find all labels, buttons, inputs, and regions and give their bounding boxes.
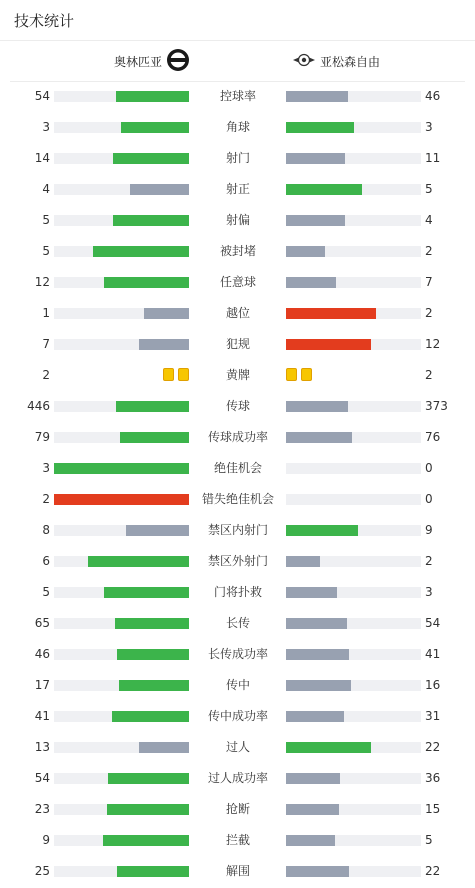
stat-label: 传中	[225, 678, 250, 692]
away-bar-track	[286, 680, 421, 691]
away-value: 2	[425, 368, 433, 382]
stat-label: 拦截	[225, 833, 250, 847]
stat-row	[0, 639, 475, 670]
home-bar-fill	[108, 773, 189, 784]
away-bar-track	[286, 91, 421, 102]
stat-row	[0, 143, 475, 174]
away-bar-track	[286, 804, 421, 815]
away-bar-fill	[286, 401, 348, 412]
away-bar-fill	[286, 649, 349, 660]
home-bar-track	[54, 835, 189, 846]
away-bar-fill	[286, 804, 339, 815]
away-value: 11	[425, 151, 441, 165]
stat-label: 射正	[225, 182, 250, 196]
stat-row	[0, 577, 475, 608]
away-bar-fill	[286, 122, 354, 133]
home-bar-fill	[139, 742, 189, 753]
away-bar-fill	[286, 680, 351, 691]
home-value: 25	[34, 864, 50, 878]
away-bar-track	[286, 463, 421, 474]
stat-row	[0, 329, 475, 360]
home-bar-fill	[93, 246, 189, 257]
stat-row	[0, 174, 475, 205]
home-bar-track	[54, 432, 189, 443]
away-bar-track	[286, 339, 421, 350]
away-bar-track	[286, 773, 421, 784]
away-team-name: 亚松森自由	[320, 54, 381, 69]
stat-row	[0, 205, 475, 236]
home-team-crest-icon	[166, 48, 190, 75]
stat-label: 门将扑救	[213, 585, 262, 599]
home-bar-fill	[113, 215, 189, 226]
away-bar-fill	[286, 618, 347, 629]
home-bar-fill	[119, 680, 189, 691]
stat-label: 绝佳机会	[213, 461, 262, 475]
away-bar-fill	[286, 866, 349, 877]
home-bar-fill	[130, 184, 189, 195]
home-yellow-cards	[163, 368, 189, 381]
away-bar-fill	[286, 91, 348, 102]
away-bar-fill	[286, 277, 336, 288]
stat-row	[0, 112, 475, 143]
stat-label: 长传成功率	[207, 647, 268, 661]
home-value: 5	[42, 213, 50, 227]
away-value: 36	[425, 771, 441, 785]
home-value: 14	[34, 151, 50, 165]
home-value: 65	[34, 616, 50, 630]
home-bar-track	[54, 556, 189, 567]
away-bar-track	[286, 494, 421, 505]
away-value: 2	[425, 306, 433, 320]
away-bar-track	[286, 556, 421, 567]
home-bar-fill	[144, 308, 189, 319]
stat-label: 任意球	[219, 275, 256, 289]
away-value: 46	[425, 89, 441, 103]
home-value: 46	[34, 647, 50, 661]
home-bar-track	[54, 804, 189, 815]
yellow-card-icon	[178, 368, 189, 381]
stat-row	[0, 267, 475, 298]
away-bar-track	[286, 184, 421, 195]
home-value: 23	[34, 802, 50, 816]
stat-row	[0, 484, 475, 515]
home-bar-track	[54, 618, 189, 629]
stat-label: 传球	[225, 399, 250, 413]
home-value: 3	[42, 120, 50, 134]
stat-label: 越位	[225, 306, 250, 320]
home-bar-track	[54, 711, 189, 722]
home-value: 41	[34, 709, 50, 723]
away-value: 0	[425, 461, 433, 475]
away-value: 5	[425, 182, 433, 196]
away-bar-fill	[286, 525, 358, 536]
away-bar-track	[286, 153, 421, 164]
home-bar-fill	[104, 587, 189, 598]
home-bar-fill	[54, 494, 189, 505]
home-value: 5	[42, 585, 50, 599]
away-value: 0	[425, 492, 433, 506]
away-bar-fill	[286, 308, 376, 319]
stat-label: 解围	[225, 864, 250, 878]
yellow-card-icon	[163, 368, 174, 381]
away-value: 3	[425, 120, 433, 134]
away-bar-fill	[286, 711, 344, 722]
home-bar-track	[54, 308, 189, 319]
home-bar-fill	[54, 463, 189, 474]
home-bar-fill	[116, 91, 189, 102]
away-yellow-cards	[286, 368, 312, 381]
stat-label: 过人成功率	[207, 771, 268, 785]
home-value: 13	[34, 740, 50, 754]
stat-label: 禁区内射门	[207, 523, 268, 537]
home-bar-track	[54, 122, 189, 133]
home-bar-fill	[117, 649, 189, 660]
away-bar-track	[286, 308, 421, 319]
home-bar-track	[54, 153, 189, 164]
home-value: 6	[42, 554, 50, 568]
home-bar-fill	[88, 556, 189, 567]
stat-label: 错失绝佳机会	[201, 492, 274, 506]
home-value: 2	[42, 368, 50, 382]
home-team[interactable]	[114, 48, 190, 74]
home-bar-track	[54, 91, 189, 102]
away-value: 9	[425, 523, 433, 537]
away-bar-fill	[286, 835, 335, 846]
away-bar-fill	[286, 184, 362, 195]
away-value: 15	[425, 802, 441, 816]
stat-row	[0, 453, 475, 484]
home-value: 12	[34, 275, 50, 289]
home-bar-fill	[107, 804, 189, 815]
home-value: 17	[34, 678, 50, 692]
away-bar-track	[286, 866, 421, 877]
home-bar-fill	[104, 277, 189, 288]
away-bar-fill	[286, 773, 340, 784]
header-divider	[0, 40, 475, 41]
home-bar-track	[54, 866, 189, 877]
away-bar-track	[286, 649, 421, 660]
stat-row	[0, 236, 475, 267]
away-bar-track	[286, 432, 421, 443]
home-bar-track	[54, 587, 189, 598]
away-value: 12	[425, 337, 441, 351]
home-bar-track	[54, 277, 189, 288]
away-bar-track	[286, 742, 421, 753]
yellow-card-icon	[286, 368, 297, 381]
home-bar-track	[54, 246, 189, 257]
away-bar-track	[286, 835, 421, 846]
yellow-card-icon	[301, 368, 312, 381]
stat-label: 传中成功率	[207, 709, 268, 723]
home-bar-fill	[120, 432, 189, 443]
stat-label: 过人	[225, 740, 250, 754]
away-value: 22	[425, 864, 441, 878]
home-value: 446	[27, 399, 50, 413]
stat-label: 长传	[225, 616, 250, 630]
stat-row	[0, 515, 475, 546]
away-bar-fill	[286, 432, 352, 443]
home-bar-track	[54, 649, 189, 660]
away-value: 373	[425, 399, 448, 413]
stat-row	[0, 763, 475, 794]
away-team[interactable]	[292, 48, 380, 74]
away-value: 7	[425, 275, 433, 289]
stat-row	[0, 701, 475, 732]
away-bar-track	[286, 215, 421, 226]
away-bar-track	[286, 246, 421, 257]
home-team-name: 奥林匹亚	[113, 54, 162, 69]
home-value: 54	[34, 89, 50, 103]
away-bar-track	[286, 277, 421, 288]
teams-header	[0, 48, 475, 74]
home-bar-track	[54, 215, 189, 226]
stat-row	[0, 856, 475, 887]
stat-row	[0, 298, 475, 329]
away-bar-fill	[286, 556, 320, 567]
stat-row	[0, 422, 475, 453]
home-bar-track	[54, 680, 189, 691]
stats-list	[0, 81, 475, 887]
away-value: 41	[425, 647, 441, 661]
home-bar-fill	[126, 525, 189, 536]
away-bar-track	[286, 711, 421, 722]
away-value: 31	[425, 709, 441, 723]
away-value: 22	[425, 740, 441, 754]
stat-row	[0, 546, 475, 577]
home-bar-track	[54, 184, 189, 195]
away-bar-fill	[286, 215, 345, 226]
away-bar-fill	[286, 153, 345, 164]
away-value: 76	[425, 430, 441, 444]
stat-label: 射门	[225, 151, 250, 165]
stat-row	[0, 825, 475, 856]
stat-label: 黄牌	[225, 368, 250, 382]
home-value: 2	[42, 492, 50, 506]
away-team-crest-icon	[292, 52, 316, 71]
home-bar-fill	[113, 153, 189, 164]
home-value: 4	[42, 182, 50, 196]
away-bar-fill	[286, 339, 371, 350]
stat-label: 被封堵	[219, 244, 256, 258]
home-bar-fill	[139, 339, 189, 350]
away-bar-fill	[286, 587, 337, 598]
home-bar-fill	[115, 618, 189, 629]
home-bar-track	[54, 773, 189, 784]
stat-row	[0, 670, 475, 701]
home-value: 7	[42, 337, 50, 351]
away-bar-track	[286, 525, 421, 536]
away-bar-fill	[286, 742, 371, 753]
home-bar-track	[54, 525, 189, 536]
page-title: 技术统计	[14, 12, 75, 30]
home-bar-track	[54, 339, 189, 350]
home-value: 54	[34, 771, 50, 785]
away-value: 4	[425, 213, 433, 227]
home-bar-track	[54, 401, 189, 412]
home-bar-fill	[116, 401, 189, 412]
stat-label: 犯规	[225, 337, 250, 351]
away-bar-track	[286, 618, 421, 629]
away-value: 16	[425, 678, 441, 692]
home-bar-track	[54, 742, 189, 753]
stat-row	[0, 608, 475, 639]
home-bar-fill	[112, 711, 189, 722]
home-bar-fill	[121, 122, 189, 133]
home-value: 9	[42, 833, 50, 847]
away-value: 54	[425, 616, 441, 630]
home-value: 1	[42, 306, 50, 320]
home-bar-fill	[117, 866, 189, 877]
away-bar-track	[286, 587, 421, 598]
stat-row	[0, 732, 475, 763]
away-bar-track	[286, 401, 421, 412]
stat-row	[0, 794, 475, 825]
stat-label: 传球成功率	[207, 430, 268, 444]
away-value: 2	[425, 554, 433, 568]
stat-row	[0, 81, 475, 112]
stat-label: 控球率	[219, 89, 256, 103]
stat-row	[0, 360, 475, 391]
home-bar-fill	[103, 835, 189, 846]
home-value: 5	[42, 244, 50, 258]
stat-row	[0, 391, 475, 422]
away-bar-fill	[286, 246, 325, 257]
home-value: 8	[42, 523, 50, 537]
stat-label: 角球	[225, 120, 250, 134]
home-value: 79	[34, 430, 50, 444]
home-value: 3	[42, 461, 50, 475]
stat-label: 射偏	[225, 213, 250, 227]
away-value: 5	[425, 833, 433, 847]
away-value: 2	[425, 244, 433, 258]
home-bar-track	[54, 463, 189, 474]
stat-label: 禁区外射门	[207, 554, 268, 568]
home-bar-track	[54, 494, 189, 505]
away-value: 3	[425, 585, 433, 599]
stat-label: 抢断	[225, 802, 250, 816]
away-bar-track	[286, 122, 421, 133]
